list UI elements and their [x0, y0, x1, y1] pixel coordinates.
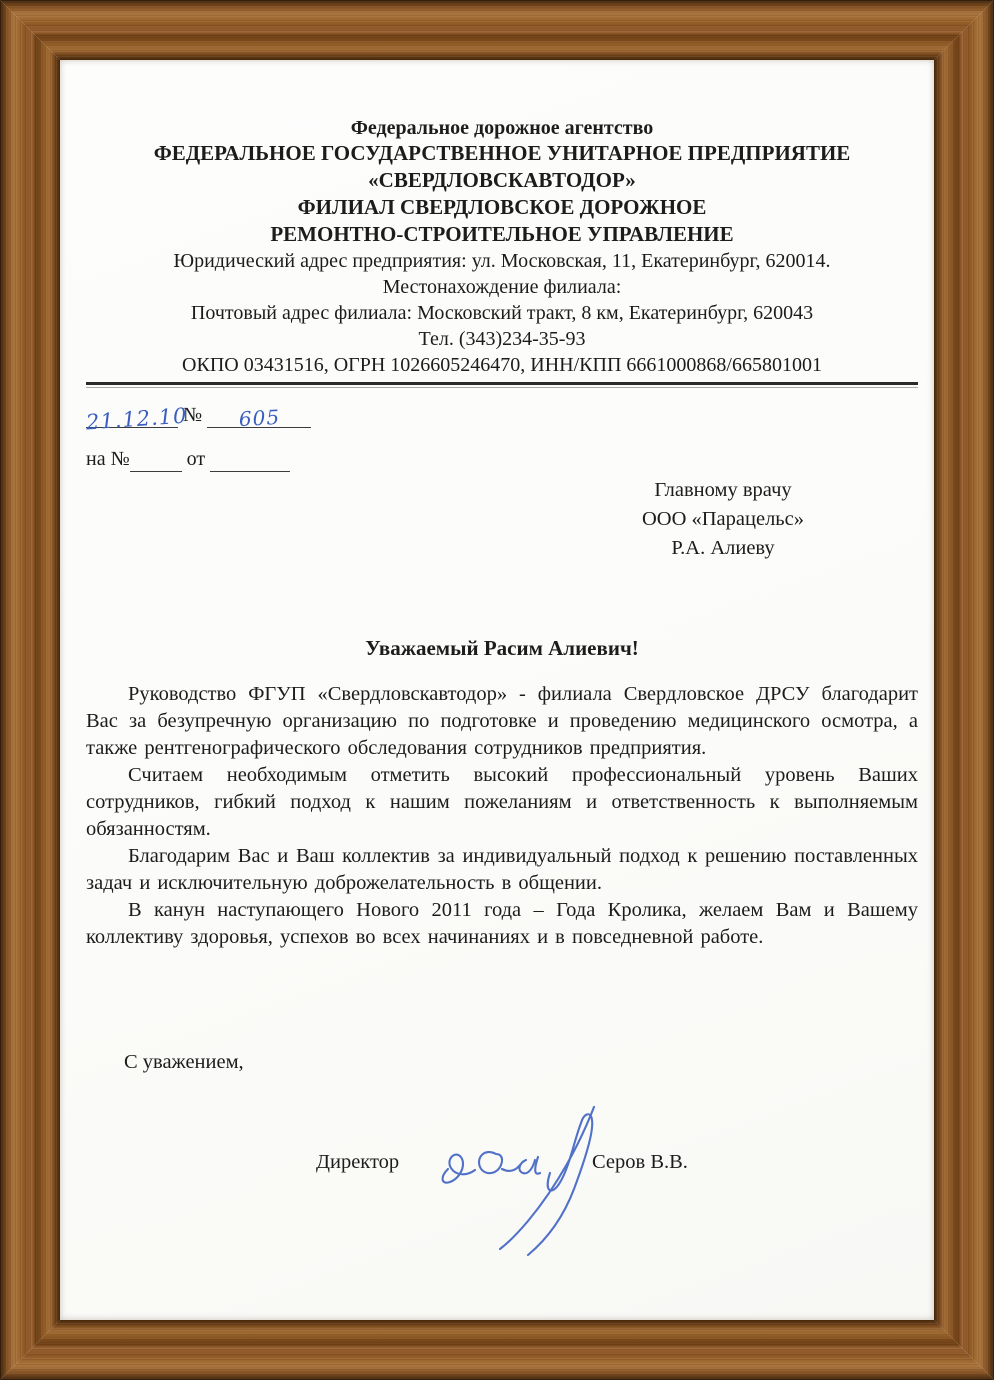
- signature-autograph-icon: [434, 1099, 634, 1275]
- body-paragraph: В канун наступающего Нового 2011 года – Года Кролика, желаем Вам и Вашему коллективу здоровья, успехов во всех начинаниях и в повседневной работе.: [86, 899, 918, 948]
- body-paragraph: Благодарим Вас и Ваш коллектив за индивидуальный подход к решению поставленных задач и исключительную доброжелательность в общении.: [86, 845, 918, 894]
- closing-regards: С уважением,: [124, 1051, 244, 1073]
- incoming-reference-row: [86, 446, 918, 472]
- handwritten-number: 605: [237, 404, 281, 432]
- reply-prefix: на №: [86, 448, 130, 470]
- outgoing-reference-row: [86, 402, 918, 438]
- postal-address: Почтовый адрес филиала: Московский тракт, 8 км, Екатеринбург, 620043: [190, 302, 814, 324]
- reply-date-line: [210, 451, 290, 472]
- reply-number-line: [130, 451, 182, 472]
- picture-frame-left: [0, 0, 60, 1380]
- number-line: [207, 404, 311, 432]
- org-name-line1: ФЕДЕРАЛЬНОЕ ГОСУДАРСТВЕННОЕ УНИТАРНОЕ ПРЕДПРИЯТИЕ: [153, 141, 851, 165]
- legal-address: Юридический адрес предприятия: ул. Московская, 11, Екатеринбург, 620014.: [173, 250, 831, 272]
- letterhead-divider: [86, 382, 918, 388]
- org-name-line2: «СВЕРДЛОВСКАВТОДОР»: [368, 168, 636, 192]
- number-sign: №: [183, 404, 203, 426]
- letter-document: [60, 60, 934, 1320]
- phone-number: Тел. (343)234-35-93: [418, 328, 586, 350]
- org-name-line4: РЕМОНТНО-СТРОИТЕЛЬНОЕ УПРАВЛЕНИЕ: [270, 222, 734, 246]
- letter-body: [86, 681, 918, 951]
- agency-name: Федеральное дорожное агентство: [350, 117, 654, 139]
- reference-block: [86, 402, 918, 472]
- letter-content: [60, 60, 934, 1320]
- addressee-position: Главному врачу: [654, 479, 792, 501]
- handwritten-date: 21.12.10: [85, 403, 189, 435]
- salutation: Уважаемый Расим Алиевич!: [365, 636, 639, 660]
- signature-row: [86, 1105, 918, 1275]
- registry-codes: ОКПО 03431516, ОГРН 1026605246470, ИНН/КПП 6661000868/665801001: [182, 354, 822, 376]
- addressee-name: Р.А. Алиеву: [671, 537, 775, 559]
- addressee-block: [568, 476, 878, 563]
- picture-frame-top: [0, 0, 994, 60]
- reply-from-label: от: [186, 448, 206, 470]
- date-line: [85, 403, 189, 435]
- body-paragraph: Считаем необходимым отметить высокий профессиональный уровень Ваших сотрудников, гибкий подход к нашим пожеланиям и ответственность к выполняемым обязанностям.: [86, 764, 918, 840]
- body-paragraph: Руководство ФГУП «Свердловскавтодор» - филиала Свердловское ДРСУ благодарит Вас за безупречную организацию по подготовке и проведению медицинского осмотра, а также рентгенографического обследования сотрудников предприятия.: [86, 683, 918, 759]
- letterhead: [86, 116, 918, 378]
- signer-name: Серов В.В.: [592, 1151, 688, 1173]
- picture-frame-bottom: [0, 1320, 994, 1380]
- addressee-organization: ООО «Парацельс»: [641, 508, 805, 530]
- picture-frame-right: [934, 0, 994, 1380]
- branch-location-label: Местонахождение филиала:: [382, 276, 622, 298]
- signer-title: Директор: [316, 1151, 400, 1173]
- org-name-line3: ФИЛИАЛ СВЕРДЛОВСКОЕ ДОРОЖНОЕ: [297, 195, 707, 219]
